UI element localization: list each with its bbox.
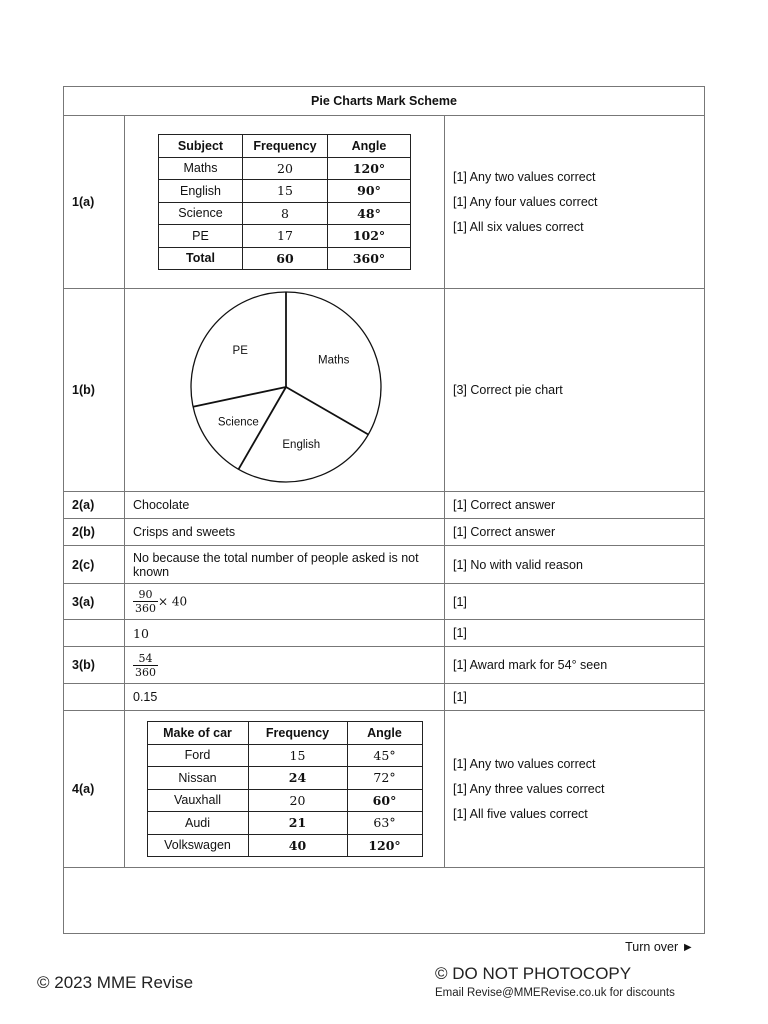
answer-cell: 0.15 [125, 684, 445, 711]
mark-scheme-table [63, 86, 705, 934]
pie-chart [126, 291, 444, 489]
fraction [133, 652, 158, 679]
row-2a [64, 492, 705, 519]
expression: × 40 [158, 594, 188, 609]
answer-cell [125, 584, 445, 620]
header-cell: Make of car [147, 722, 248, 745]
numerator: 90 [138, 588, 153, 601]
table-row [147, 812, 422, 835]
question-label [64, 620, 125, 647]
table-row [147, 789, 422, 812]
question-label [64, 684, 125, 711]
table-cell: Total [159, 247, 243, 270]
table-cell: 63° [347, 812, 422, 835]
row-empty [64, 868, 705, 934]
row-4a [64, 711, 705, 868]
mark-cell: [1] Award mark for 54° seen [445, 647, 705, 684]
table-cell: Vauxhall [147, 789, 248, 812]
table-row [147, 767, 422, 790]
mark-cell [445, 116, 705, 289]
header-cell: Frequency [243, 135, 328, 158]
answer-cell: Crisps and sweets [125, 519, 445, 546]
mark-cell: [1] [445, 684, 705, 711]
mark-line: [1] All six values correct [453, 220, 584, 234]
row-3a-result [64, 620, 705, 647]
table-cell: Volkswagen [147, 834, 248, 857]
mark-cell: [1] [445, 620, 705, 647]
table-row [159, 157, 411, 180]
empty-cell [64, 868, 705, 934]
fraction [133, 588, 158, 615]
pie-slice-label: Maths [317, 354, 349, 367]
table-cell: Maths [159, 157, 243, 180]
pie-slice-label: Science [217, 416, 259, 429]
table-cell: 15 [248, 744, 347, 767]
mark-line: [1] Any four values correct [453, 195, 598, 209]
table-cell: 24 [248, 767, 347, 790]
row-1a [64, 116, 705, 289]
mark-cell [445, 711, 705, 868]
table-cell: 120° [347, 834, 422, 857]
table-header-row [147, 722, 422, 745]
table-row [159, 247, 411, 270]
table-cell: 102° [328, 225, 411, 248]
answer-cell: No because the total number of people asked is not known [125, 546, 445, 584]
answer-cell: Chocolate [125, 492, 445, 519]
row-1b [64, 289, 705, 492]
table-row [147, 744, 422, 767]
denominator: 360 [135, 602, 156, 615]
mark-line: [1] Any two values correct [453, 170, 596, 184]
header-cell: Subject [159, 135, 243, 158]
question-label: 1(b) [64, 289, 125, 492]
table-cell: Ford [147, 744, 248, 767]
row-3b-result [64, 684, 705, 711]
question-label: 3(a) [64, 584, 125, 620]
row-2b [64, 519, 705, 546]
question-label: 2(c) [64, 546, 125, 584]
no-photocopy-text: © DO NOT PHOTOCOPY [435, 964, 632, 983]
answer-cell [125, 289, 445, 492]
turn-over-label: Turn over ► [625, 940, 694, 954]
table-cell: Nissan [147, 767, 248, 790]
mark-line: [1] All five values correct [453, 807, 588, 821]
table-cell: Science [159, 202, 243, 225]
table-header-row [159, 135, 411, 158]
row-3b [64, 647, 705, 684]
table-cell: 90° [328, 180, 411, 203]
table-cell: 60 [243, 247, 328, 270]
mark-cell: [1] Correct answer [445, 492, 705, 519]
header-cell: Angle [328, 135, 411, 158]
mark-cell: [3] Correct pie chart [445, 289, 705, 492]
table-cell: 15 [243, 180, 328, 203]
table-row [147, 834, 422, 857]
mark-line: [1] Any three values correct [453, 782, 605, 796]
table-cell: 45° [347, 744, 422, 767]
pie-slice-label: PE [232, 344, 248, 357]
subject-table [158, 134, 411, 270]
table-cell: 20 [248, 789, 347, 812]
mark-line: [1] Any two values correct [453, 757, 596, 771]
answer-cell [125, 647, 445, 684]
table-cell: 48° [328, 202, 411, 225]
table-row [159, 202, 411, 225]
answer-cell [125, 116, 445, 289]
table-row [159, 180, 411, 203]
email-text: Email Revise@MMERevise.co.uk for discounts [435, 987, 675, 999]
question-label: 3(b) [64, 647, 125, 684]
mark-cell: [1] [445, 584, 705, 620]
row-3a [64, 584, 705, 620]
table-cell: 60° [347, 789, 422, 812]
table-cell: 360° [328, 247, 411, 270]
mark-cell: [1] Correct answer [445, 519, 705, 546]
question-label: 1(a) [64, 116, 125, 289]
answer-cell: 10 [125, 620, 445, 647]
denominator: 360 [135, 665, 156, 679]
pie-slice-label: English [281, 438, 320, 451]
table-cell: Audi [147, 812, 248, 835]
row-2c [64, 546, 705, 584]
car-table [147, 721, 423, 857]
table-cell: 72° [347, 767, 422, 790]
table-cell: 21 [248, 812, 347, 835]
question-label: 4(a) [64, 711, 125, 868]
header-cell: Frequency [248, 722, 347, 745]
answer-cell [125, 711, 445, 868]
table-cell: 40 [248, 834, 347, 857]
table-cell: PE [159, 225, 243, 248]
table-row [159, 225, 411, 248]
question-label: 2(b) [64, 519, 125, 546]
table-cell: 20 [243, 157, 328, 180]
mark-cell: [1] No with valid reason [445, 546, 705, 584]
copyright-text: © 2023 MME Revise [37, 973, 194, 992]
header-cell: Angle [347, 722, 422, 745]
page-title: Pie Charts Mark Scheme [64, 87, 705, 116]
table-cell: 8 [243, 202, 328, 225]
numerator: 54 [138, 651, 153, 665]
table-cell: English [159, 180, 243, 203]
table-cell: 17 [243, 225, 328, 248]
question-label: 2(a) [64, 492, 125, 519]
table-cell: 120° [328, 157, 411, 180]
